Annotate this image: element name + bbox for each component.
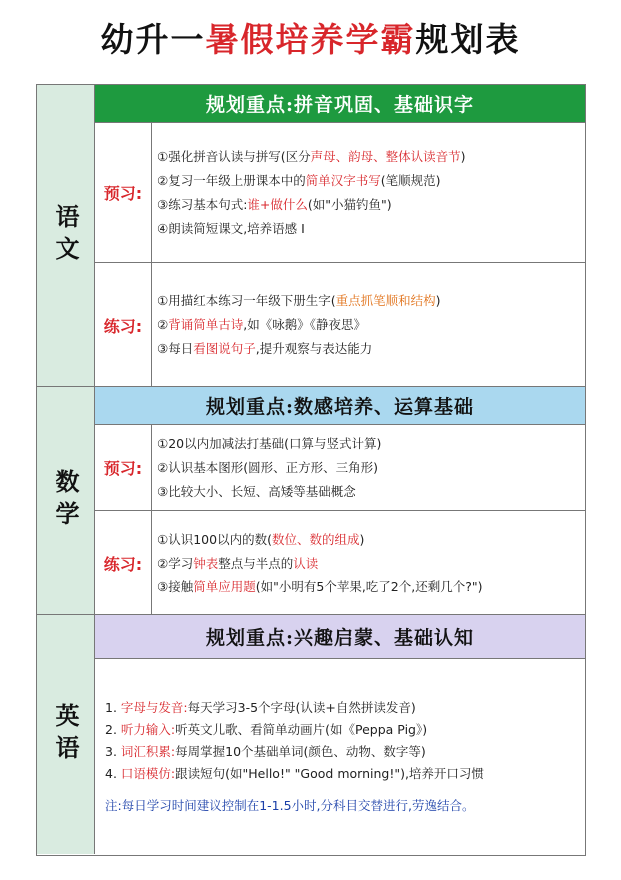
list-item: ②背诵简单古诗,如《咏鹅》《静夜思》: [157, 317, 366, 332]
list-item: ②复习一年级上册课本中的简单汉字书写(笔顺规范): [157, 172, 441, 188]
preview-label: 预习:: [95, 123, 152, 262]
list-item: 3. 词汇积累:每周掌握10个基础单词(颜色、动物、数字等): [105, 743, 426, 759]
banner-english: 规划重点:兴趣启蒙、基础认知: [95, 615, 585, 659]
list-item: ①强化拼音认读与拼写(区分声母、韵母、整体认读音节): [157, 148, 466, 164]
list-item: 4. 口语模仿:跟读短句(如"Hello!" "Good morning!"),培养开口习惯: [105, 765, 484, 781]
list-item: 2. 听力输入:听英文儿歌、看简单动画片(如《Peppa Pig》): [105, 721, 428, 737]
list-item: ①认识100以内的数(数位、数的组成): [157, 532, 365, 547]
title-highlight: 暑假培养学霸: [205, 20, 416, 59]
note-text: 注:每日学习时间建议控制在1-1.5小时,分科目交替进行,劳逸结合。: [105, 797, 475, 813]
banner-chinese: 规划重点:拼音巩固、基础识字: [95, 85, 585, 123]
preview-label: 预习:: [95, 425, 152, 510]
subject-label: 英语: [51, 702, 80, 767]
list-item: ②学习钟表整点与半点的认读: [157, 556, 319, 571]
section-english: [37, 615, 585, 854]
row-chinese-preview: [95, 123, 585, 263]
list-item: ①20以内加减法打基础(口算与竖式计算): [157, 435, 382, 451]
list-item: ④朗读简短课文,培养语感 I: [157, 220, 305, 236]
list-item: ②认识基本图形(圆形、正方形、三角形): [157, 459, 378, 475]
subject-cell-math: [37, 387, 95, 614]
title-prefix: 幼升一: [100, 20, 206, 59]
practice-label: 练习:: [95, 511, 152, 615]
subject-cell-english: [37, 615, 95, 854]
row-chinese-practice: [95, 263, 585, 387]
list-item: ③比较大小、长短、高矮等基础概念: [157, 483, 356, 499]
subject-cell-chinese: [37, 85, 95, 386]
list-item: 1. 字母与发音:每天学习3-5个字母(认读+自然拼读发音): [105, 699, 416, 715]
list-item: ③接触简单应用题(如"小明有5个苹果,吃了2个,还剩几个?"): [157, 579, 483, 594]
banner-math: 规划重点:数感培养、运算基础: [95, 387, 585, 425]
list-item: ③练习基本句式:谁+做什么(如"小猫钓鱼"): [157, 196, 392, 212]
list-item: ①用描红本练习一年级下册生字(重点抓笔顺和结构): [157, 293, 441, 308]
practice-label: 练习:: [95, 263, 152, 387]
row-english-body: [95, 659, 585, 854]
page-title: [0, 14, 621, 61]
section-math: [37, 387, 585, 615]
subject-label: 数学: [51, 468, 80, 533]
subject-label: 语文: [51, 203, 80, 268]
plan-table: [36, 84, 586, 856]
title-suffix: 规划表: [415, 20, 521, 59]
row-math-practice: [95, 511, 585, 615]
list-item: ③每日看图说句子,提升观察与表达能力: [157, 341, 373, 356]
section-chinese: [37, 85, 585, 387]
row-math-preview: [95, 425, 585, 511]
